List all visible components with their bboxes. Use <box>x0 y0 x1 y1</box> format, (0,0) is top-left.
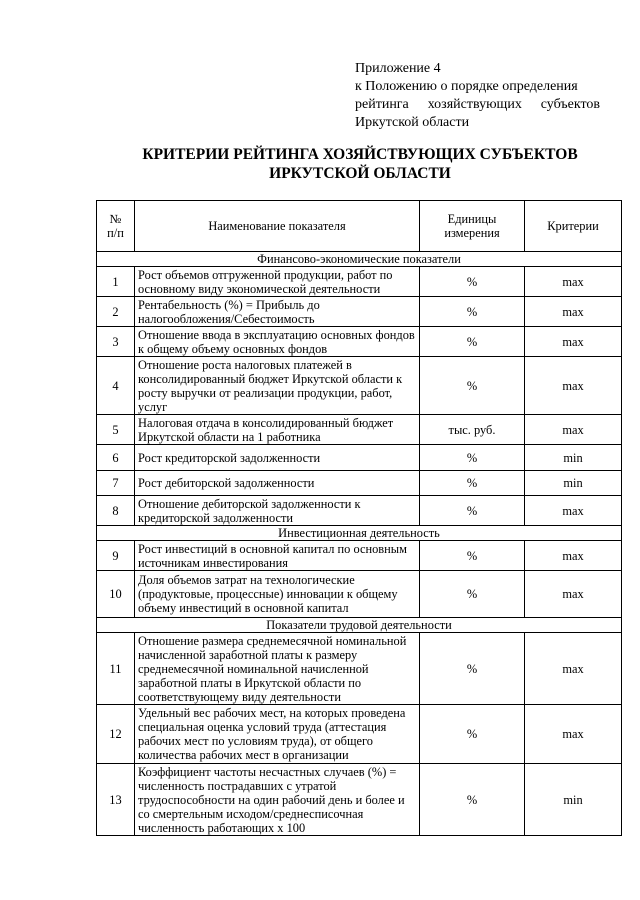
table-row <box>97 327 622 357</box>
row-unit: % <box>420 471 525 496</box>
section-header-row <box>97 618 622 633</box>
row-criterion: max <box>525 415 622 445</box>
row-unit: % <box>420 705 525 764</box>
table-row <box>97 541 622 571</box>
table-header-row <box>97 201 622 252</box>
row-criterion: max <box>525 541 622 571</box>
row-indicator-name: Рост инвестиций в основной капитал по основным источникам инвестирования <box>135 541 420 571</box>
row-indicator-name: Рост объемов отгруженной продукции, работ по основному виду экономической деятельности <box>135 267 420 297</box>
table-row <box>97 705 622 764</box>
table-row <box>97 445 622 471</box>
row-number: 11 <box>97 633 135 705</box>
row-number: 6 <box>97 445 135 471</box>
row-number: 10 <box>97 571 135 618</box>
row-criterion: max <box>525 571 622 618</box>
table-row <box>97 357 622 415</box>
row-number: 2 <box>97 297 135 327</box>
row-indicator-name: Отношение роста налоговых платежей в консолидированный бюджет Иркутской области к росту выручки от реализации продукции, работ, услуг <box>135 357 420 415</box>
table-row <box>97 471 622 496</box>
row-indicator-name: Удельный вес рабочих мест, на которых проведена специальная оценка условий труда (аттестация рабочих мест по условиям труда), от общего количества рабочих мест в организации <box>135 705 420 764</box>
row-number: 1 <box>97 267 135 297</box>
row-unit: % <box>420 267 525 297</box>
row-unit: % <box>420 445 525 471</box>
row-criterion: max <box>525 297 622 327</box>
header-number <box>97 201 135 252</box>
row-number: 5 <box>97 415 135 445</box>
row-criterion: max <box>525 496 622 526</box>
row-criterion: min <box>525 445 622 471</box>
table-row <box>97 633 622 705</box>
row-indicator-name: Отношение ввода в эксплуатацию основных фондов к общему объему основных фондов <box>135 327 420 357</box>
row-criterion: max <box>525 357 622 415</box>
appendix-line-1: Приложение 4 <box>355 61 441 76</box>
row-indicator-name: Коэффициент частоты несчастных случаев (%) = численность пострадавших с утратой трудоспособности на один рабочий день и более и со смертельным исходом/среднесписочная численность работающих х 100 <box>135 764 420 836</box>
row-criterion: max <box>525 327 622 357</box>
row-unit: % <box>420 496 525 526</box>
table-row <box>97 415 622 445</box>
row-unit: тыс. руб. <box>420 415 525 445</box>
row-criterion: max <box>525 633 622 705</box>
row-indicator-name: Отношение размера среднемесячной номинальной начисленной заработной платы к размеру среднемесячной номинальной начисленной заработной платы в Иркутской области по соответствующему виду деятельности <box>135 633 420 705</box>
row-unit: % <box>420 327 525 357</box>
row-indicator-name: Налоговая отдача в консолидированный бюджет Иркутской области на 1 работника <box>135 415 420 445</box>
row-number: 4 <box>97 357 135 415</box>
row-unit: % <box>420 764 525 836</box>
row-number: 7 <box>97 471 135 496</box>
header-units-line-1: Единицы <box>447 212 497 226</box>
row-criterion: min <box>525 471 622 496</box>
row-unit: % <box>420 571 525 618</box>
table-row <box>97 267 622 297</box>
row-number: 3 <box>97 327 135 357</box>
row-indicator-name: Доля объемов затрат на технологические (продуктовые, процессные) инновации к общему объему инвестиций в основной капитал <box>135 571 420 618</box>
appendix-line-4: Иркутской области <box>355 115 470 130</box>
document-title <box>100 145 620 183</box>
row-unit: % <box>420 357 525 415</box>
section-title: Финансово-экономические показатели <box>97 252 622 267</box>
row-number: 13 <box>97 764 135 836</box>
row-indicator-name: Рост дебиторской задолженности <box>135 471 420 496</box>
section-title: Показатели трудовой деятельности <box>97 618 622 633</box>
header-units <box>420 201 525 252</box>
appendix-header <box>355 60 600 132</box>
table-row <box>97 764 622 836</box>
header-indicator-name: Наименование показателя <box>135 201 420 252</box>
row-criterion: max <box>525 705 622 764</box>
section-header-row <box>97 526 622 541</box>
row-criterion: max <box>525 267 622 297</box>
row-indicator-name: Рост кредиторской задолженности <box>135 445 420 471</box>
header-number-label: п/п <box>107 226 124 240</box>
row-number: 8 <box>97 496 135 526</box>
header-number-sign: № <box>109 212 122 226</box>
appendix-line-2: к Положению о порядке определения <box>355 79 578 94</box>
section-title: Инвестиционная деятельность <box>97 526 622 541</box>
row-indicator-name: Рентабельность (%) = Прибыль до налогообложения/Себестоимость <box>135 297 420 327</box>
header-units-line-2: измерения <box>444 226 500 240</box>
criteria-table <box>96 200 622 836</box>
table-row <box>97 496 622 526</box>
row-unit: % <box>420 297 525 327</box>
section-header-row <box>97 252 622 267</box>
row-unit: % <box>420 633 525 705</box>
table-row <box>97 297 622 327</box>
row-unit: % <box>420 541 525 571</box>
table-row <box>97 571 622 618</box>
row-criterion: min <box>525 764 622 836</box>
header-criteria: Критерии <box>525 201 622 252</box>
title-line-2: ИРКУТСКОЙ ОБЛАСТИ <box>269 165 451 182</box>
row-number: 12 <box>97 705 135 764</box>
row-number: 9 <box>97 541 135 571</box>
title-line-1: КРИТЕРИИ РЕЙТИНГА ХОЗЯЙСТВУЮЩИХ СУБЪЕКТОВ <box>142 146 578 163</box>
appendix-line-3: рейтинга хозяйствующих субъектов <box>355 97 600 112</box>
row-indicator-name: Отношение дебиторской задолженности к кредиторской задолженности <box>135 496 420 526</box>
